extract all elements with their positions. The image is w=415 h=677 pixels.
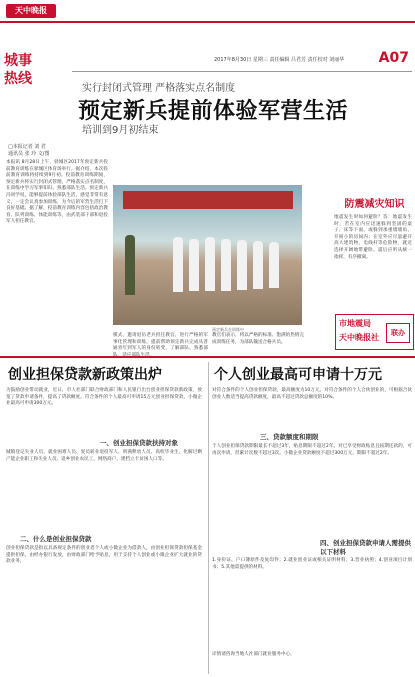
photo-figure — [173, 237, 183, 292]
lower-left-subhead-2: 二、什么是创业担保贷款 — [20, 535, 92, 543]
lower-right-subhead-1: 三、贷款额度和期限 — [260, 433, 319, 441]
photo-figure — [221, 239, 231, 291]
section-name-line1: 城事 — [4, 53, 32, 69]
article-subhead: 培训到9月初结束 — [82, 125, 159, 136]
lower-left-body-3: 创业担保贷款是指以具备规定条件的创业者个人或小微企业为借款人，由创业担保贷款担保基金提供担保，由经办银行发放，由财政部门给予贴息，用于支持个人创业或小微企业扩大就业的贷款业务。 — [6, 546, 202, 565]
photo-figure — [189, 239, 199, 291]
photo-caption: 预定新兵在训练中 — [212, 327, 244, 332]
article-column-3: 教官们表示，将以严格的标准、饱满的热情完成训练任务，为部队输送合格兵员。 — [212, 333, 304, 345]
article-kicker: 实行封闭式管理 严格落实点名制度 — [82, 83, 236, 94]
lower-left-body-1: 为鼓励创业带动就业，近日，市人社部门联合财政部门和人民银行出台创业担保贷款新政策，放宽了贷款申请条件，提高了贷款额度。符合条件的个人最高可申请15万元创业担保贷款，小微企业最高可申请300万元。 — [6, 388, 202, 407]
section-label — [4, 52, 44, 88]
header-rule — [72, 71, 412, 72]
section-divider — [0, 356, 415, 358]
article-headline: 预定新兵提前体验军营生活 — [78, 99, 349, 124]
section-name-line2: 热线 — [4, 71, 32, 87]
promo-badge: 联办 — [386, 323, 410, 343]
sidebar-promo — [335, 314, 414, 350]
photo-banner — [123, 191, 293, 209]
lower-right-body-1: 对符合条件的个人创业担保贷款，最高额度为10万元。对符合条件的个人合伙创业的，可根据合伙创业人数适当提高贷款额度，最高不超过贷款总额度的10%。 — [212, 388, 412, 400]
lower-left-subhead-1: 一、创业担保贷款扶持对象 — [100, 439, 178, 447]
page-number: A07 — [378, 50, 409, 66]
lower-left-headline: 创业担保贷款新政策出炉 — [8, 367, 162, 383]
photo-figure-officer — [125, 235, 135, 295]
sidebar-body: 地震发生时如何避险？答：地震发生时，若在室内应迅速躲到坚固的桌子、床等下面，或躲到承重墙墙角、开间小的房间内；在室外应尽量避开高大建筑物、电线杆等危险物，就近选择开阔地带避险。震后应听从统一指挥，有序撤离。 — [334, 215, 412, 260]
article-photo — [113, 185, 302, 325]
sidebar-title: 防震减灾知识 — [344, 199, 405, 210]
article-column-1: 本报讯 8月28日上午，驿城区2017年预定新兵役前教育训练在驿城区体育场举行。据介绍，本次役前教育训练将持续到9月初。役前教育训练期间，预定新兵将实行封闭式管理，严格落实点名制度，在训练中学习军事知识、熟悉部队生活。预定新兵冯同学说，能够提前体验部队生活，感觉非常有意义，一定会认真参加训练，为今后的军营生活打下良好基础。据了解，役前教育训练内容包括政治教育、队列训练、体能训练等，由武装部干部和退役军人担任教官。 — [6, 160, 108, 225]
lower-right-headline: 个人创业最高可申请十万元 — [214, 367, 382, 383]
photo-figure — [237, 240, 247, 290]
column-divider — [208, 362, 209, 674]
photo-figure — [253, 241, 263, 289]
photo-figure — [205, 237, 215, 291]
lower-left-body-2: 城镇登记失业人员、就业困难人员、复员转业退役军人、刑满释放人员、高校毕业生、化解过剩产能企业职工和失业人员、返乡创业农民工、网络商户、建档立卡贫困人口等。 — [6, 450, 202, 462]
promo-line-2: 天中晚报社 — [339, 333, 379, 342]
promo-line-1: 市地震局 — [339, 319, 371, 328]
lower-right-subhead-2: 四、创业担保贷款申请人需提供以下材料 — [320, 539, 411, 556]
newspaper-logo: 天中晚报 — [6, 4, 56, 18]
lower-right-body-4: 详情请咨询当地人社部门就业服务中心。 — [212, 652, 295, 657]
photo-figure — [269, 242, 279, 288]
lower-right-body-3: 1.身份证、户口簿原件及复印件；2.就业创业证或相关证明材料；3.营业执照；4.创业项目计划书；5.其他需提供的材料。 — [212, 558, 412, 570]
date-line: 2017年8月30日 星期三 责任编辑 吕君芳 责任校对 刘丽华 — [214, 57, 345, 63]
article-column-2: 模式，邀请退伍老兵担任教官，进行严格的军事化管理和训练，提前帮助预定新兵完成从普通青年到军人的身份转变，了解部队、熟悉部 — [113, 333, 208, 352]
article-byline: □本报记者 刘 君 通讯员 张 玲 文/图 — [8, 144, 50, 157]
masthead-rule — [0, 21, 415, 23]
lower-right-body-2: 个人创业担保贷款期限最长不超过3年，贴息期限不超过2年。对已享受财政贴息且按期还款的，可再次申请，但累计次数不超过3次。小微企业贷款额度不超过300万元，期限不超过2年。 — [212, 444, 412, 456]
